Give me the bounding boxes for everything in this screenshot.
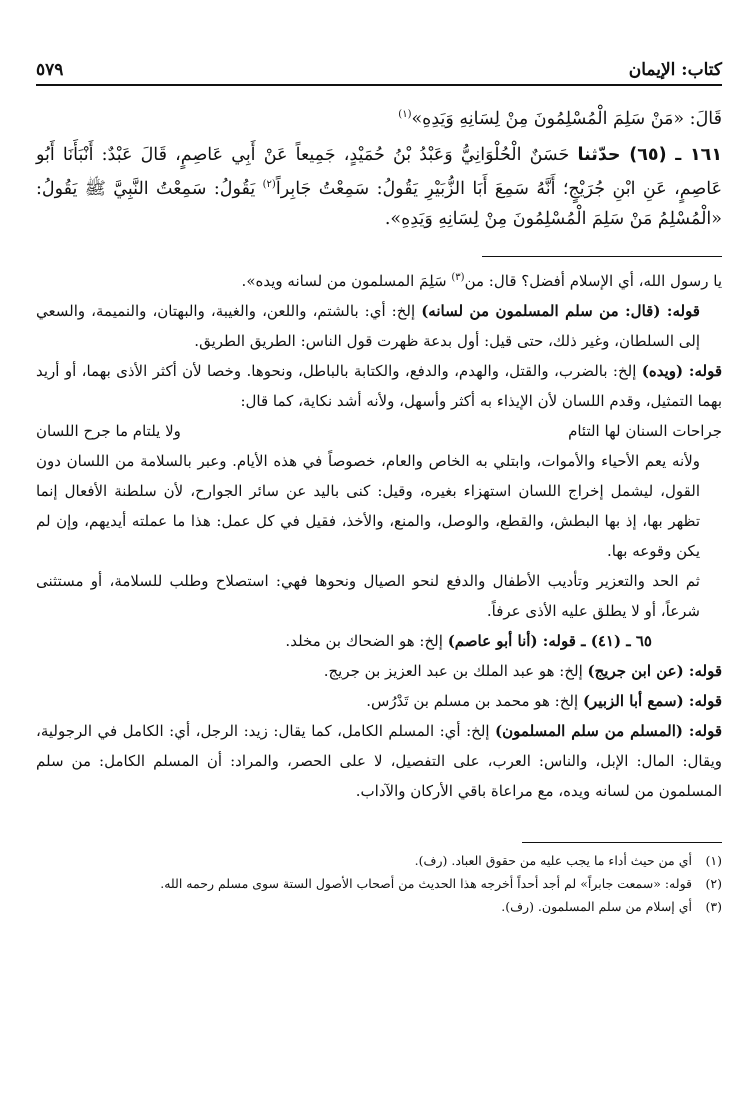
commentary-p9: [36, 716, 722, 806]
footnote-ref: (١): [398, 109, 412, 120]
footnote-text: قوله: «سمعت جابراً» لم أجد أحداً أخرجه هذا الحديث من أصحاب الأصول الستة سوى مسلم رحمه الله.: [160, 875, 692, 891]
footnote-separator: [522, 842, 722, 843]
footnote-ref: (٣): [451, 271, 465, 283]
footnote-3: [36, 895, 722, 918]
verse-hemistich-1: جراحات السنان لها التئام: [568, 421, 722, 440]
commentary-text: إلخ: أي: المسلم الكامل، كما يقال: زيد: الرجل، أي: الكامل في الرجولية، ويقال: المال: الإبل، والناس: العرب، على التفصيل، لا على الحصر، والمراد: أن المسلم الكامل: من سلم المسلمون من لسانه ويده، مع مراعاة باقي الأركان والآداب.: [36, 721, 722, 800]
commentary-text: سَلِمَ المسلمون من لسانه ويده».: [241, 271, 452, 290]
hadith-line-1: [36, 100, 722, 134]
commentary-p6: [36, 626, 722, 656]
commentary-separator: [482, 256, 722, 257]
commentary-text: إلخ: هو عبد الملك بن عبد العزيز بن جريج.: [323, 661, 588, 680]
hadith-number: ١٦١ ـ (٦٥) حدّثنا: [577, 144, 722, 165]
footnote-text: أي إسلام من سلم المسلمون. (رف).: [501, 898, 692, 914]
hadith-isnad: حَسَنٌ الْحُلْوَانِيُّ وَعَبْدُ بْنُ حُمَيْدٍ، جَمِيعاً عَنْ أَبِي عَاصِمٍ، قَالَ عَبْدٌ: أَنْبَأَنَا أَبُو عَاصِمٍ، عَنِ ابْنِ جُرَيْجٍ؛ أَنَّهُ سَمِعَ أَبَا الزُّبَيْرِ يَقُولُ: سَمِعْتُ جَابِراً: [36, 144, 723, 199]
page-header: [36, 58, 722, 86]
page-body: [36, 100, 722, 918]
commentary-text: إلخ: هو محمد بن مسلم بن تَدْرُس.: [366, 691, 583, 710]
commentary-keyword: قوله: (سمع أبا الزبير): [582, 691, 722, 710]
commentary-p1: [36, 263, 722, 296]
hadith-matn: يَقُولُ: سَمِعْتُ النَّبِيَّ ﷺ يَقُولُ: «الْمُسْلِمُ مَنْ سَلِمَ الْمُسْلِمُونَ مِنْ لِسَانِهِ وَيَدِهِ».: [36, 178, 722, 229]
commentary-p3: [36, 356, 722, 416]
page-number: ٥٧٩: [36, 60, 64, 80]
commentary-text: إلخ: أي: بالشتم، واللعن، والغيبة، والبهتان، والنميمة، والسعي إلى السلطان، وغير ذلك، حتى قيل: أول بدعة ظهرت قول الناس: الطريق الطريق.: [36, 301, 700, 350]
commentary-keyword: قوله: (المسلم من سلم المسلمون): [495, 721, 722, 740]
commentary-p5: ثم الحد والتعزير وتأديب الأطفال والدفع لنحو الصيال ونحوها فهي: استصلاح وطلب للسلامة، أو مستثنى شرعاً، أو لا يطلق عليه الأذى عرفاً.: [36, 571, 700, 620]
commentary-p2: [36, 296, 722, 356]
commentary-text: إلخ: بالضرب، والقتل، والهدم، والدفع، والكتابة بالباطل، ونحوها. وخصا لأن أكثر الأذى بهما، أو أريد بهما التمثيل، وقدم اللسان لأن الإيذاء به أكثر وأسهل، ولأنه أشد نكاية، كما قال:: [36, 361, 722, 410]
commentary-text: إلخ: هو الضحاك بن مخلد.: [285, 631, 448, 650]
commentary-keyword: قوله: (عن ابن جريج): [587, 661, 722, 680]
footnote-number: (٣): [705, 898, 722, 914]
commentary-p8: [36, 686, 722, 716]
footnote-ref: (٢): [262, 178, 276, 190]
footnote-number: (١): [705, 852, 722, 868]
hadith-161: [36, 140, 722, 234]
hadith-text: قَالَ: «مَنْ سَلِمَ الْمُسْلِمُونَ مِنْ لِسَانِهِ وَيَدِهِ»: [411, 108, 722, 129]
commentary-text: يا رسول الله، أي الإسلام أفضل؟ قال: من: [464, 271, 722, 290]
commentary-p7: [36, 656, 722, 686]
commentary-p4: ولأنه يعم الأحياء والأموات، وابتلي به الخاص والعام، خصوصاً في هذه الأيام. وعبر بالسلامة من اللسان دون القول، ليشمل إخراج اللسان استهزاء بغيره، وقيل: كنى باليد عن سائر الجوارح، لأن سلطنة الأفعال إنما تظهر بها، إذ بها البطش، والقطع، والوصل، والمنع، والأخذ، فقيل في كل عمل: هذا ما عملته أيديهم، وإن لم يكن وقوعه بها.: [36, 451, 700, 560]
footnote-number: (٢): [705, 875, 722, 891]
footnote-text: أي من حيث أداء ما يجب عليه من حقوق العباد. (رف).: [414, 852, 692, 868]
running-title: كتاب: الإيمان: [628, 60, 722, 80]
footnote-1: [36, 849, 722, 872]
poetry-verse: [36, 416, 722, 446]
commentary-keyword: قوله: (قال: من سلم المسلمون من لسانه): [421, 301, 700, 320]
commentary-keyword: قوله: (ويده): [641, 361, 722, 380]
commentary-keyword: ٦٥ ـ (٤١) ـ قوله: (أنا أبو عاصم): [447, 631, 652, 650]
verse-hemistich-2: ولا يلتام ما جرح اللسان: [36, 421, 181, 440]
footnote-2: [36, 872, 722, 895]
